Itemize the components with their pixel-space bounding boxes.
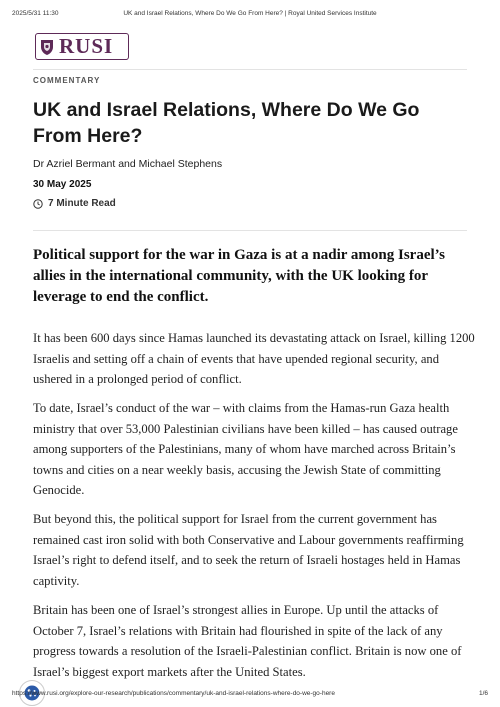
read-time (33, 198, 116, 209)
print-page-number: 1/6 (478, 690, 488, 697)
article-title: UK and Israel Relations, Where Do We Go From Here? (33, 99, 420, 147)
article-category[interactable]: COMMENTARY (33, 76, 101, 85)
print-page-title: UK and Israel Relations, Where Do We Go From Here? | Royal United Services Institute (123, 10, 377, 17)
logo-wordmark: RUSI (59, 34, 114, 58)
article-date: 30 May 2025 (33, 179, 92, 190)
article-paragraph: To date, Israel’s conduct of the war – with claims from the Hamas-run Gaza health ministry that over 53,000 Palestinian civilians have been killed – has caused outrage among supporters of the Palestinians, many of whom have marched across Britain’s towns and cities on a near weekly basis, accusing the Jewish State of committing Genocide. (33, 401, 458, 497)
print-url: https://www.rusi.org/explore-our-research/publications/commentary/uk-and-israel-relations-where-do-we-go-here (12, 690, 335, 697)
print-timestamp: 2025/5/31 11:30 (12, 10, 59, 17)
article-paragraph: Britain has been one of Israel’s strongest allies in Europe. Up until the attacks of October 7, Israel’s relations with Britain had flourished in spite of the lack of any progress towards a resolution of the Israeli-Palestinian conflict. Britain is now one of Israel’s biggest export markets after the United States. (33, 603, 462, 679)
article-paragraph: It has been 600 days since Hamas launched its devastating attack on Israel, killing 1200 Israelis and setting off a chain of events that have upended regional security, and ushered in a prolonged period of conflict. (33, 331, 475, 386)
read-time-label: 7 Minute Read (48, 198, 116, 209)
meta-divider (33, 230, 467, 231)
article-lede: Political support for the war in Gaza is at a nadir among Israel’s allies in the international community, with the UK looking for leverage to end the conflict. (33, 247, 445, 305)
rusi-logo[interactable] (35, 33, 129, 60)
crest-icon (39, 38, 55, 56)
print-footer (12, 690, 488, 697)
article-authors[interactable]: Dr Azriel Bermant and Michael Stephens (33, 158, 223, 170)
header-divider (33, 69, 467, 70)
article-paragraph: But beyond this, the political support for Israel from the current government has remained cast iron solid with both Conservative and Labour governments reaffirming Israel’s right to defend itself, and to seek the return of Israeli hostages held in Hamas captivity. (33, 512, 464, 588)
clock-icon (33, 199, 43, 209)
